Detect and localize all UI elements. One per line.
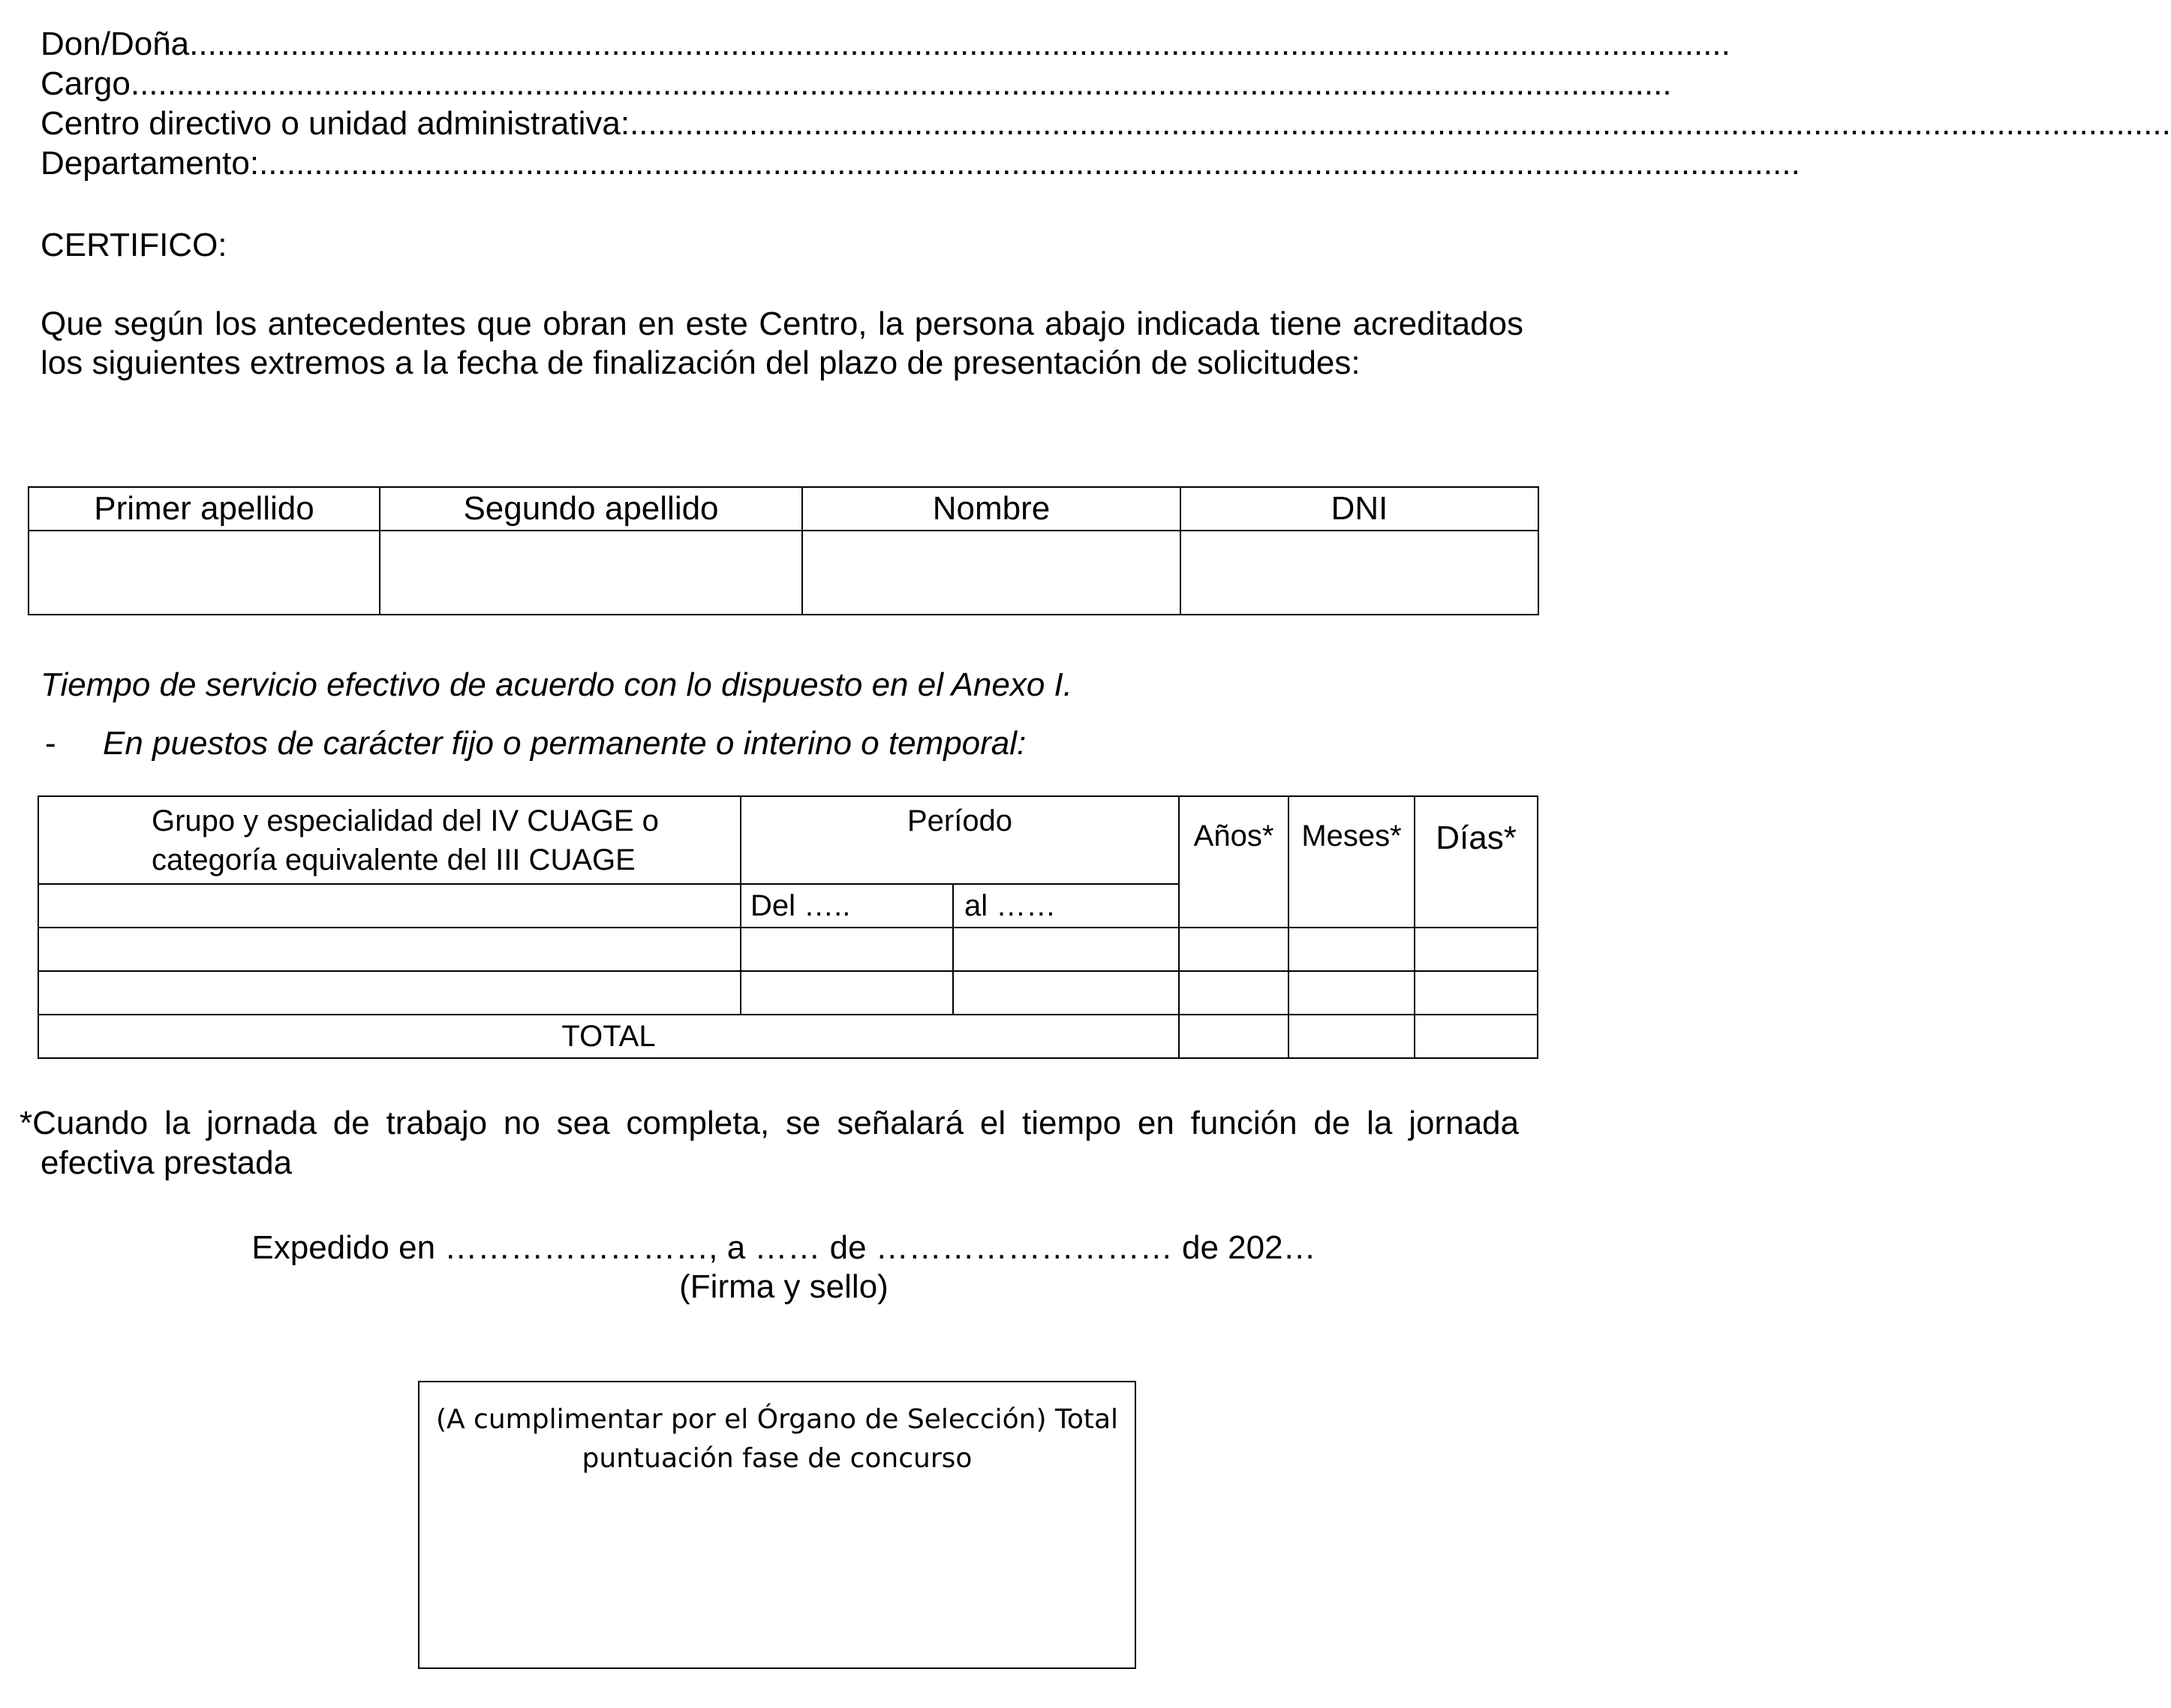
dotted-leader: ........................................................................................................................................................................ (189, 26, 1730, 62)
service-bullet: En puestos de carácter fijo o permanente o interino o temporal: (103, 725, 1027, 762)
footnote-line1: *Cuando la jornada de trabajo no sea completa, se señalará el tiempo en función de la jornada (20, 1105, 1519, 1141)
cell-dni[interactable] (1180, 531, 1538, 615)
selection-score-box[interactable] (418, 1381, 1136, 1669)
bullet-dash: - (45, 725, 56, 762)
cell-group-0[interactable] (38, 884, 741, 928)
signature-note: (Firma y sello) (679, 1268, 889, 1305)
header-group-line1: Grupo y especialidad del IV CUAGE o (152, 804, 659, 837)
cell-from-1[interactable] (741, 928, 953, 971)
header-segundo-apellido: Segundo apellido (380, 487, 802, 531)
cell-months-2[interactable] (1288, 971, 1415, 1015)
header-meses: Meses* (1288, 796, 1415, 928)
field-label: Centro directivo o unidad administrativa: (41, 105, 630, 142)
header-group-line2: categoría equivalente del III CUAGE (152, 843, 636, 877)
cell-nombre[interactable] (802, 531, 1180, 615)
from-label: Del ….. (741, 884, 953, 928)
selection-box-text (419, 1382, 1135, 1478)
cell-total-days[interactable] (1415, 1015, 1538, 1058)
header-periodo: Período (741, 796, 1179, 884)
cell-days-2[interactable] (1415, 971, 1538, 1015)
header-dni: DNI (1180, 487, 1538, 531)
cell-from-2[interactable] (741, 971, 953, 1015)
field-cargo (41, 64, 1672, 104)
field-centro-directivo (41, 104, 2171, 143)
dotted-leader: ........................................................................................................................................................................ (130, 65, 1672, 102)
cell-group-2[interactable] (38, 971, 741, 1015)
to-label: al …… (953, 884, 1179, 928)
cell-total-months[interactable] (1288, 1015, 1415, 1058)
field-label: Don/Doña (41, 26, 190, 62)
cell-days-1[interactable] (1415, 928, 1538, 971)
total-label: TOTAL (38, 1015, 1179, 1058)
certifico-heading: CERTIFICO: (41, 227, 227, 263)
cell-segundo-apellido[interactable] (380, 531, 802, 615)
cell-group-1[interactable] (38, 928, 741, 971)
service-table (38, 795, 1538, 1059)
header-group (38, 796, 741, 884)
cell-to-1[interactable] (953, 928, 1179, 971)
person-table (28, 486, 1539, 615)
header-anos: Años* (1179, 796, 1288, 928)
selection-box-line1: (A cumplimentar por el Órgano de Selección) Total (435, 1404, 1119, 1435)
cell-primer-apellido[interactable] (29, 531, 380, 615)
field-label: Departamento: (41, 145, 260, 182)
cell-total-years[interactable] (1179, 1015, 1288, 1058)
cell-months-1[interactable] (1288, 928, 1415, 971)
field-don-dona (41, 24, 1730, 64)
selection-box-line2: puntuación fase de concurso (582, 1443, 973, 1474)
dotted-leader: ........................................................................................................................................................................ (630, 105, 2171, 142)
service-heading: Tiempo de servicio efectivo de acuerdo con lo dispuesto en el Anexo I. (41, 666, 1072, 703)
field-departamento (41, 143, 1800, 183)
cell-years-2[interactable] (1179, 971, 1288, 1015)
header-nombre: Nombre (802, 487, 1180, 531)
footnote-line2: efectiva prestada (41, 1144, 293, 1181)
header-dias: Días* (1415, 796, 1538, 928)
issued-line: Expedido en ……………………, a …… de ……………………… de 202… (251, 1229, 1316, 1266)
intro-paragraph: Que según los antecedentes que obran en este Centro, la persona abajo indicada tiene acreditados los siguientes extremos a la fecha de finalización del plazo de presentación de solicitudes: (41, 305, 1523, 381)
cell-to-2[interactable] (953, 971, 1179, 1015)
dotted-leader: ........................................................................................................................................................................ (259, 145, 1800, 182)
field-label: Cargo (41, 65, 131, 102)
cell-years-1[interactable] (1179, 928, 1288, 971)
header-primer-apellido: Primer apellido (29, 487, 380, 531)
